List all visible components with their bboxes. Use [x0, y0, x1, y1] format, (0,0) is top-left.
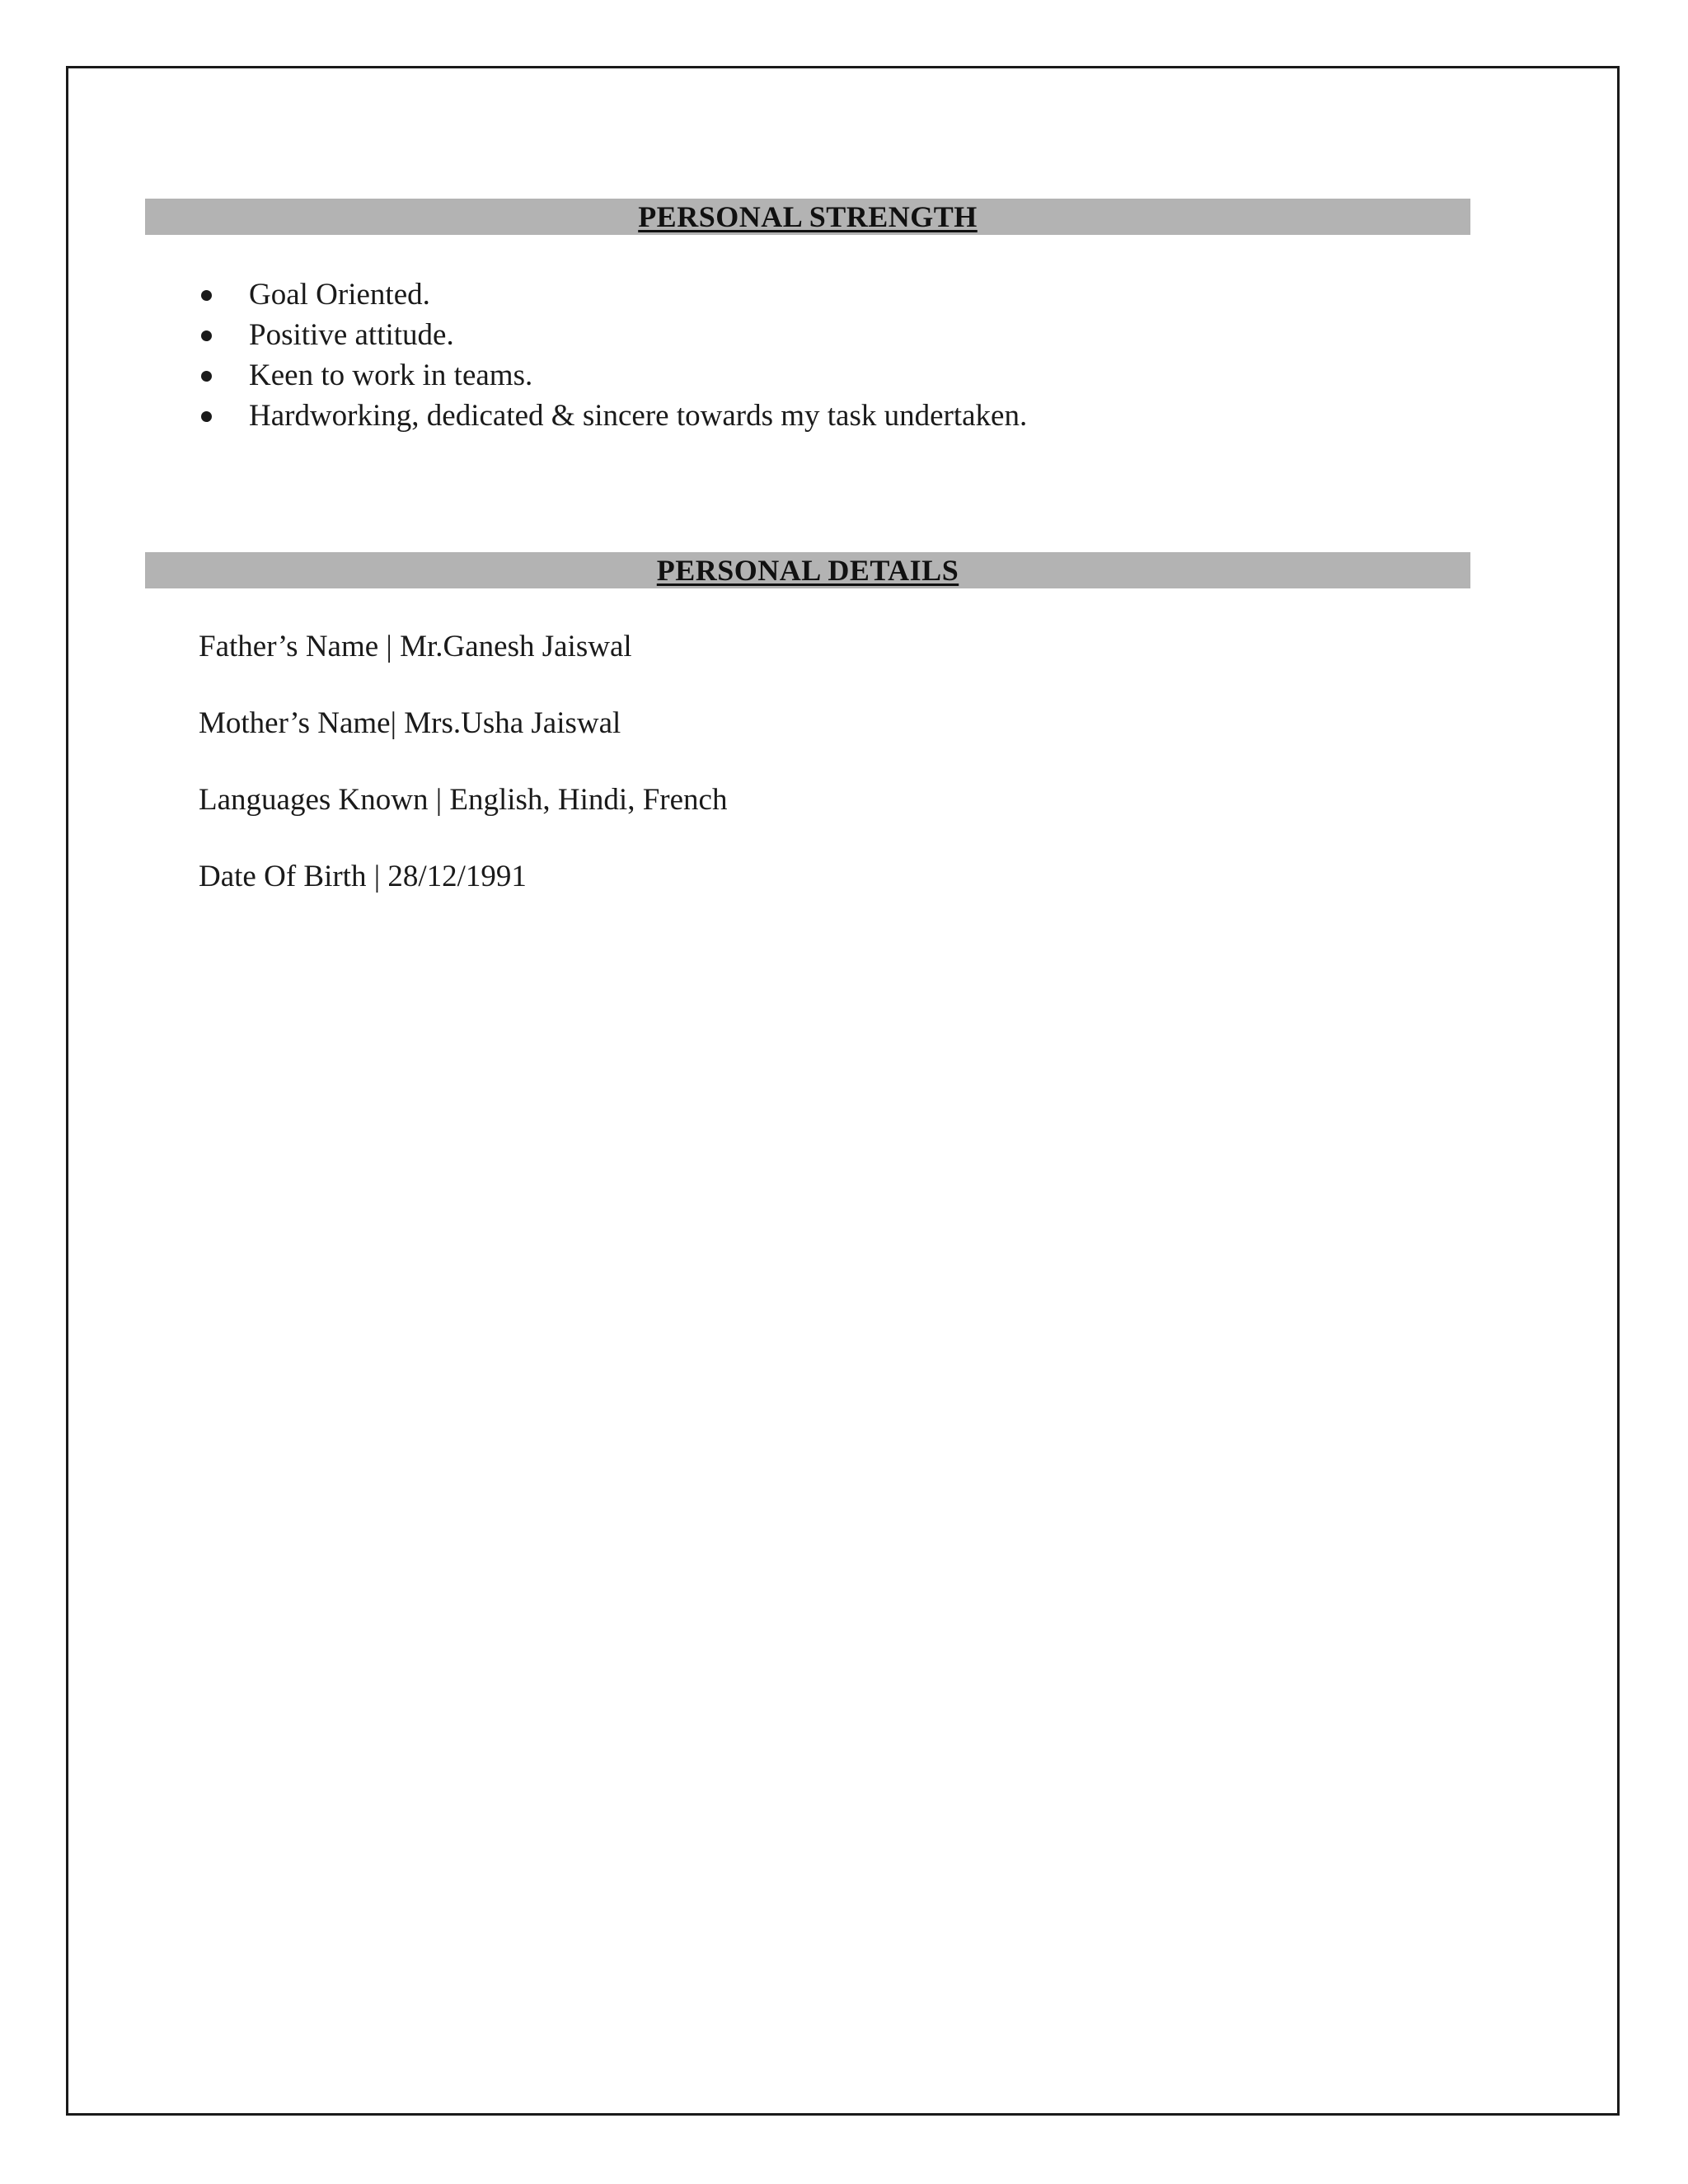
- strength-item-text: Positive attitude.: [249, 318, 454, 352]
- bullet-icon: [201, 290, 212, 301]
- bullet-icon: [201, 411, 212, 422]
- list-item: [195, 274, 1027, 315]
- strength-item-text: Hardworking, dedicated & sincere towards my task undertaken.: [249, 399, 1028, 433]
- bullet-icon: [201, 371, 212, 382]
- personal-details-header: [145, 552, 1470, 588]
- personal-strength-list: [195, 274, 1027, 436]
- date-of-birth-line: Date Of Birth | 28/12/1991: [199, 860, 527, 893]
- personal-details-title: PERSONAL DETAILS: [656, 554, 959, 587]
- list-item: [195, 315, 1027, 355]
- strength-item-text: Keen to work in teams.: [249, 359, 533, 392]
- bullet-icon: [201, 330, 212, 341]
- languages-known-line: Languages Known | English, Hindi, French: [199, 783, 728, 817]
- list-item: [195, 396, 1027, 436]
- father-name-line: Father’s Name | Mr.Ganesh Jaiswal: [199, 630, 632, 663]
- mother-name-line: Mother’s Name| Mrs.Usha Jaiswal: [199, 706, 621, 740]
- personal-strength-header: [145, 199, 1470, 235]
- strength-item-text: Goal Oriented.: [249, 278, 430, 312]
- list-item: [195, 355, 1027, 396]
- personal-strength-title: PERSONAL STRENGTH: [638, 200, 978, 233]
